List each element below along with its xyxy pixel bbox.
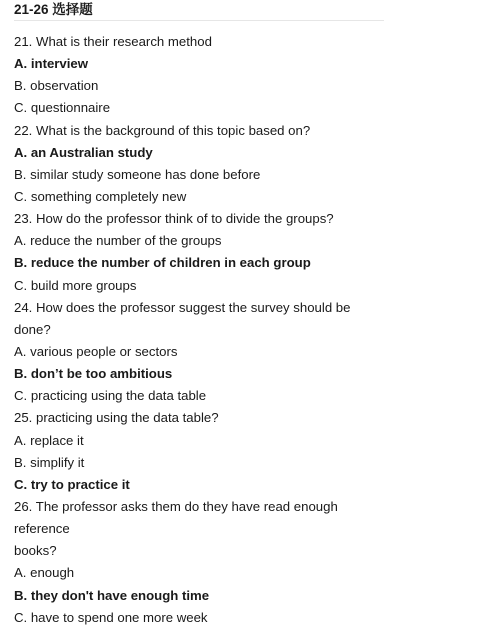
text-line: C. questionnaire bbox=[14, 100, 111, 116]
question-line: 23. How do the professor think of to divide the groups? bbox=[14, 211, 334, 227]
text-line: A. reduce the number of the groups bbox=[14, 233, 222, 249]
text-line: reference bbox=[14, 521, 70, 537]
text-line: books? bbox=[14, 543, 57, 559]
question-line: 26. The professor asks them do they have read enough bbox=[14, 498, 338, 514]
answer-line: B. they don't have enough time bbox=[14, 587, 210, 603]
heading-divider bbox=[14, 20, 384, 21]
text-line: done? bbox=[14, 321, 51, 337]
question-line: 25. practicing using the data table? bbox=[14, 410, 219, 426]
text-line: C. have to spend one more week bbox=[14, 609, 208, 625]
text-line: C. practicing using the data table bbox=[14, 388, 207, 404]
text-line: A. enough bbox=[14, 565, 75, 581]
answer-line: B. reduce the number of children in each group bbox=[14, 255, 311, 271]
question-list bbox=[14, 31, 484, 629]
text-line: C. build more groups bbox=[14, 277, 137, 293]
text-line: B. simplify it bbox=[14, 454, 85, 470]
answer-line: B. don’t be too ambitious bbox=[14, 366, 173, 382]
question-line: 24. How does the professor suggest the survey should be bbox=[14, 299, 351, 315]
text-line: B. similar study someone has done before bbox=[14, 166, 261, 182]
section-heading: 21-26 选择题 bbox=[14, 2, 93, 17]
text-line: B. observation bbox=[14, 78, 99, 94]
question-line: 21. What is their research method bbox=[14, 34, 212, 49]
text-line: A. replace it bbox=[14, 432, 84, 448]
text-line: A. various people or sectors bbox=[14, 343, 178, 359]
question-line: 22. What is the background of this topic based on? bbox=[14, 122, 311, 138]
text-line: C. something completely new bbox=[14, 188, 187, 204]
answer-line: A. an Australian study bbox=[14, 144, 153, 160]
document-page bbox=[14, 0, 484, 625]
answer-line: C. try to practice it bbox=[14, 476, 130, 492]
answer-line: A. interview bbox=[14, 56, 89, 72]
